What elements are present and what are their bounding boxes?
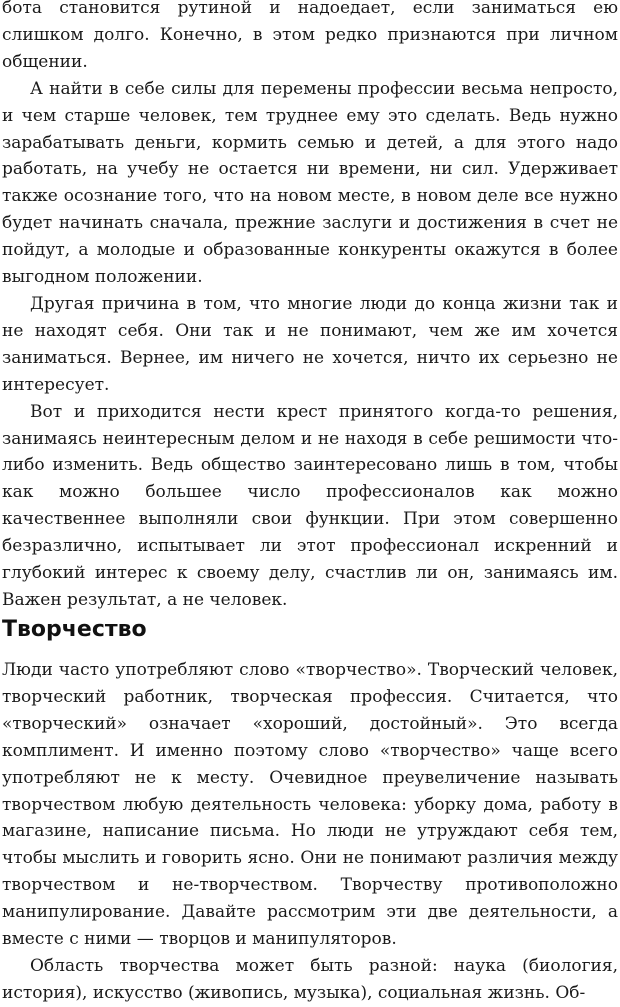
paragraph: А найти в себе силы для перемены профессии весьма непросто, и чем старше человек, тем труднее ему это сделать. Ведь нужно зарабатывать деньги, кормить семью и детей, а для этого надо работать, на учебу не остается ни времени, ни сил. Удерживает также осознание того, что на новом месте, в новом деле все нужно будет начинать сначала, прежние заслуги и достижения в счет не пойдут, а молодые и образованные конкуренты окажутся в более выгодном положении.: [2, 78, 618, 288]
paragraph-continuation: бота становится рутиной и надоедает, если заниматься ею слишком долго. Конечно, в этом редко признаются при личном общении.: [2, 0, 618, 72]
text-block-top: [2, 0, 618, 614]
text-block-bottom: [2, 657, 618, 1007]
paragraph: Вот и приходится нести крест принятого когда-то решения, занимаясь неинтересным делом и не находя в себе решимости что-либо изменить. Ведь общество заинтересовано лишь в том, чтобы как можно большее число профессионалов как можно качественнее выполняли свои функции. При этом совершенно безразлично, испытывает ли этот профессионал искренний и глубокий интерес к своему делу, счастлив ли он, занимаясь им. Важен результат, а не человек.: [2, 401, 618, 610]
section-heading: Творчество: [2, 617, 147, 642]
paragraph: Люди часто употребляют слово «творчество». Творческий человек, творческий работник, творческая профессия. Считается, что «творческий» означает «хороший, достойный». Это всегда комплимент. И именно поэтому слово «творчество» чаще всего употребляют не к месту. Очевидное преувеличение называть творчеством любую деятельность человека: уборку дома, работу в магазине, написание письма. Но люди не утруждают себя тем, чтобы мыслить и говорить ясно. Они не понимают различия между творчеством и не-творчеством. Творчеству противоположно манипулирование. Давайте рассмотрим эти две деятельности, а вместе с ними — творцов и манипуляторов.: [2, 660, 618, 950]
paragraph: Область творчества может быть разной: наука (биология, история), искусство (живопись, музыка), социальная жизнь. Об-: [2, 955, 618, 1003]
paragraph: Другая причина в том, что многие люди до конца жизни так и не находят себя. Они так и не понимают, чем же им хочется заниматься. Вернее, им ничего не хочется, ничто их серьезно не интересует.: [2, 293, 618, 395]
